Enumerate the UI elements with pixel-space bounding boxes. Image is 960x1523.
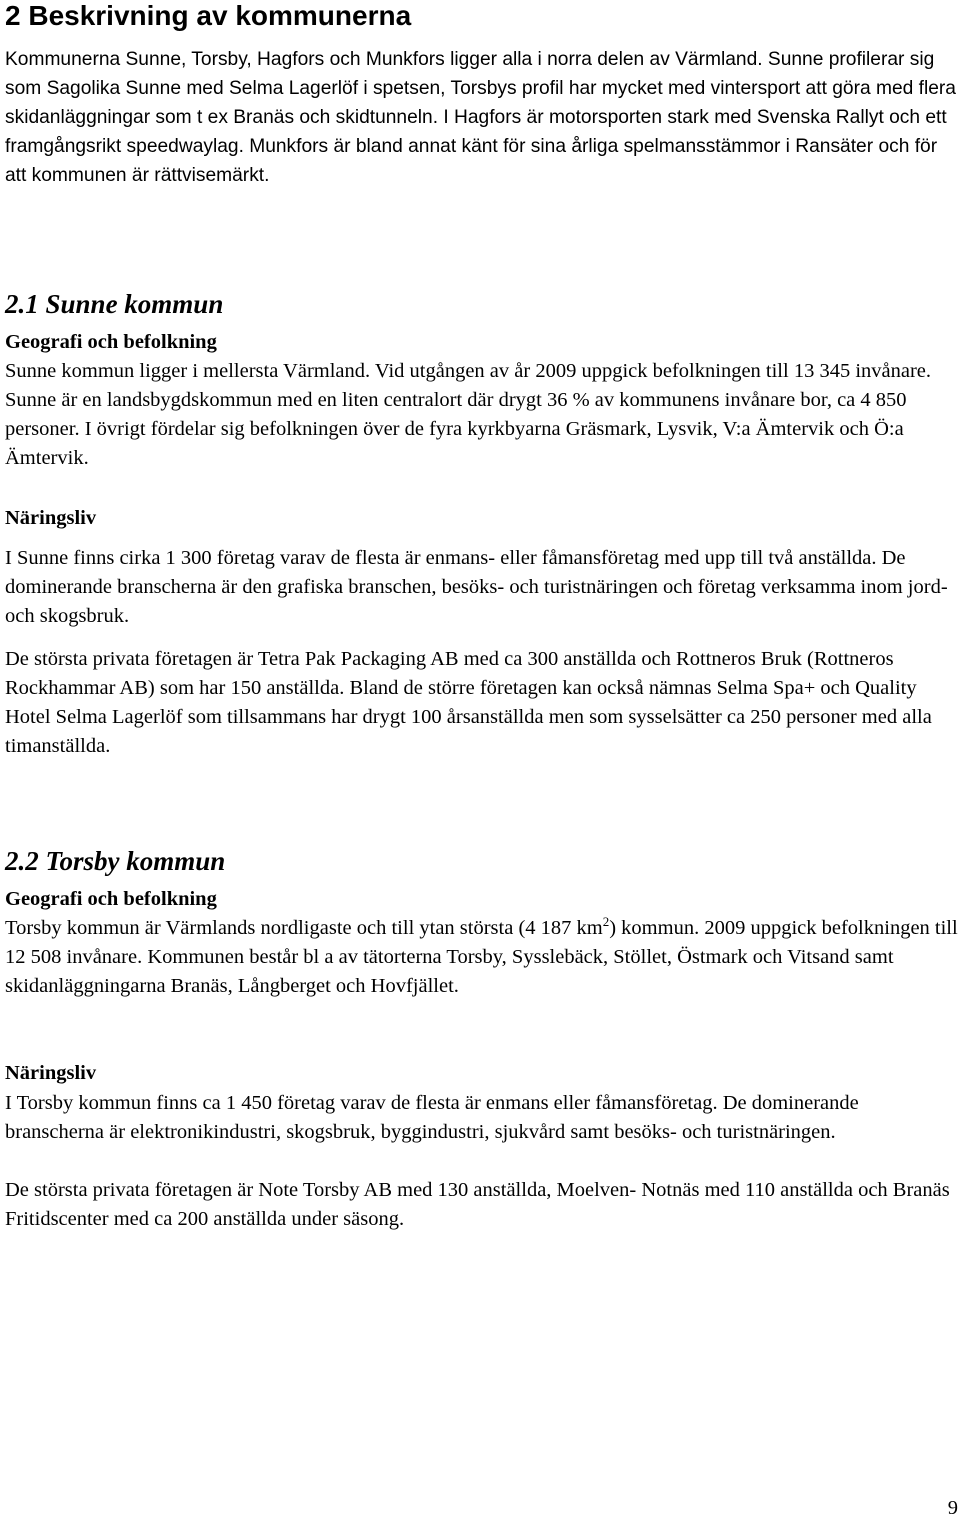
sunne-geography-heading: Geografi och befolkning — [5, 331, 217, 353]
chapter-title: 2 Beskrivning av kommunerna — [5, 0, 412, 31]
sunne-geography-paragraph: Sunne kommun ligger i mellersta Värmland. Vid utgången av år 2009 uppgick befolkningen till 13 345 invånare. Sunne är en landsbygdskommun med en liten centralort där drygt 36 % av kommunens invånare bor, ca 4 850 personer. I övrigt fördelar sig befolkningen över de fyra kyrkbyarna Gräsmark, Lysvik, V:a Ämtervik och Ö:a Ämtervik. — [5, 360, 932, 469]
sunne-business-paragraph-2: De största privata företagen är Tetra Pak Packaging AB med ca 300 anställda och Rottneros Bruk (Rottneros Rockhammar AB) som har 150 anställda. Bland de större företagen kan också nämnas Selma Spa+ och Quality Hotel Selma Lagerlöf som tillsammans har drygt 100 årsanställda men som sysselsätter ca 250 personer med alla timanställda. — [5, 648, 932, 757]
torsby-business-paragraph-1: I Torsby kommun finns ca 1 450 företag varav de flesta är enmans eller fåmansföretag. De dominerande branscherna är elektronikindustri, skogsbruk, byggindustri, sjukvård samt besöks- och turistnäringen. — [5, 1092, 859, 1143]
sunne-business-paragraph-1: I Sunne finns cirka 1 300 företag varav de flesta är enmans- eller fåmansföretag med upp till två anställda. De dominerande branscherna är den grafiska branschen, besöks- och turistnäringen och företag verksamma inom jord- och skogsbruk. — [5, 547, 948, 627]
torsby-geography-text-start: Torsby kommun är Värmlands nordligaste och till ytan största (4 187 km — [5, 917, 603, 939]
section-title-sunne: 2.1 Sunne kommun — [5, 289, 224, 319]
torsby-geography-text-end: ) kommun. 2009 uppgick befolkningen till 12 508 invånare. Kommunen består bl a av tätorterna Torsby, Sysslebäck, Stöllet, Östmark och Vitsand samt skidanläggningarna Branäs, Långberget och Hovfjället. — [5, 917, 958, 997]
torsby-geography-paragraph — [5, 914, 958, 1001]
sunne-business-heading: Näringsliv — [5, 507, 97, 529]
torsby-business-paragraph-2: De största privata företagen är Note Torsby AB med 130 anställda, Moelven- Notnäs med 110 anställda och Branäs Fritidscenter med ca 200 anställda under säsong. — [5, 1179, 950, 1230]
page-number: 9 — [947, 1497, 958, 1519]
torsby-geography-heading: Geografi och befolkning — [5, 888, 217, 910]
section-title-torsby: 2.2 Torsby kommun — [5, 846, 226, 876]
superscript-two: 2 — [602, 914, 610, 930]
torsby-business-heading: Näringsliv — [5, 1062, 97, 1084]
chapter-intro-paragraph: Kommunerna Sunne, Torsby, Hagfors och Munkfors ligger alla i norra delen av Värmland. Sunne profilerar sig som Sagolika Sunne med Selma Lagerlöf i spetsen, Torsbys profil har mycket med vintersport att göra med flera skidanläggningar som t ex Branäs och skidtunneln. I Hagfors är motorsporten stark med Svenska Rallyt och ett framgångsrikt speedwaylag. Munkfors är bland annat känt för sina årliga spelmansstämmor i Ransäter och för att kommunen är rättvisemärkt. — [5, 49, 956, 186]
